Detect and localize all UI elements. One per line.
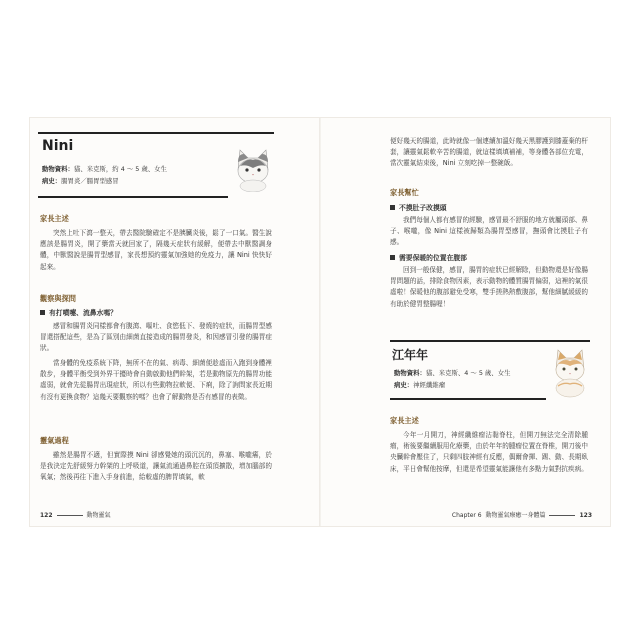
tip-2 bbox=[390, 252, 467, 262]
animal-info-value: 貓、米克斯、4 ～ 5 歲、女生 bbox=[425, 369, 511, 377]
observation-paragraph-2: 當身體的免疫系統下降，無所不在的氣、病毒、細菌便趁虛而入跑到身體裡散步，身體平衡受到外界干擾時會自動啟動他們幹架，若是動物原先的腸胃功能虛弱，就會先從腸胃出現症狀，所以有些動物拉軟便、下痢，除了詢問家長近期有沒有更換食物？這幾天要觀察的嗎？也會了解動物是否有感冒的表徵。 bbox=[40, 359, 272, 401]
section-heading-reiki-process: 靈氣過程 bbox=[40, 436, 69, 445]
left-page-footer bbox=[40, 510, 111, 519]
animal-profile-card-nini bbox=[38, 132, 274, 198]
tip-1 bbox=[390, 202, 447, 212]
reiki-process-continued: 便好幾天的腸道，此時就像一個連續加溫好幾天黑膠護到膝蓋棄的杆套，讓靈氣鬆軟辛苦的腸道，就這樣填填補補，等身體各部位充電，當次靈氣結束後，Nini 立刻吃掉一整碗飯。 bbox=[390, 137, 588, 168]
medical-history-value: 神經纖維瘤 bbox=[413, 381, 446, 389]
reiki-process-paragraph: 雖然是腸胃不適，但實際摸 Nini 卻感覺她的頭沉沉的，鼻塞、喉嚨癢，於是我決定先舒緩努力幹架的上呼吸道，讓氣流通過鼻腔在頭頂擴散，增加腦部的氧氣；然後再往下進入手身前進，給較虛的脾胃填氣，軟 bbox=[40, 451, 272, 482]
observation-paragraph-1: 感冒和腸胃炎同樣都會有腹瀉、嘔吐、食慾低下、發燒的症狀，而腸胃型感冒還搭配這些，是為了區別由細菌直接造成的腸胃發炎，和因感冒引發的腸胃症狀。 bbox=[40, 322, 272, 353]
footer-divider bbox=[57, 515, 83, 516]
medical-history bbox=[42, 176, 119, 185]
medical-history bbox=[394, 380, 445, 389]
cat-illustration-icon bbox=[548, 346, 590, 398]
left-page bbox=[30, 118, 320, 526]
section-heading-parent-statement: 家長主述 bbox=[40, 214, 69, 223]
book-spread bbox=[30, 118, 610, 526]
animal-name: Nini bbox=[42, 138, 74, 154]
medical-history-label: 病史： bbox=[42, 177, 62, 185]
page-number: 123 bbox=[579, 512, 592, 519]
page-number: 122 bbox=[40, 512, 53, 519]
animal-info-label: 動物資料： bbox=[42, 165, 74, 173]
observation-question bbox=[40, 307, 117, 317]
card-top-rule bbox=[38, 132, 274, 134]
right-page-footer bbox=[452, 510, 592, 519]
tip-2-text: 需要保暖的位置在腹部 bbox=[399, 254, 467, 262]
card-bottom-rule bbox=[38, 196, 228, 198]
chapter-label: Chapter 6 bbox=[451, 512, 482, 519]
animal-info-label: 動物資料： bbox=[394, 369, 426, 377]
observation-question-text: 有打噴嚏、流鼻水嗎？ bbox=[49, 309, 117, 317]
bullet-icon bbox=[390, 205, 395, 210]
card-top-rule bbox=[390, 340, 590, 342]
tip-1-text: 不摸肚子改摸頭 bbox=[399, 204, 447, 212]
animal-info-value: 貓、米克斯，約 4 ～ 5 歲、女生 bbox=[73, 165, 167, 173]
right-page bbox=[320, 118, 610, 526]
parent-statement-paragraph: 今年一月開刀，神經纖維瘤沾黏脊柱，但開刀無法完全清除腫瘤，術後要繼續服用化療藥，由於年年的腫瘤位置在脊椎，開刀後中央臟幹會壓住了，只剩四肢神經有反應，偶爾會揮、踢、動、長期臥床，平日會幫他按摩，但還是希望靈氣能讓他有多點力氣對抗疾病。 bbox=[390, 431, 588, 473]
card-bottom-rule bbox=[390, 398, 546, 400]
footer-divider bbox=[549, 515, 575, 516]
section-heading-observation: 觀察與探問 bbox=[40, 294, 76, 303]
section-heading-parent-help: 家長幫忙 bbox=[390, 188, 419, 197]
tip-2-paragraph: 回到一般保健，感冒，腸胃的症狀已經解除，但動物還是好像腸胃問題的話，排除食物因素，表示動物的體質腸胃偏弱，這裡的氣很虛啦！保暖他的腹部避免受寒，雙手搓熱熱敷腹部，幫他細膩緩緩的有助於健胃整腸喔！ bbox=[390, 266, 588, 308]
medical-history-value: 腸胃炎／腸胃型感冒 bbox=[61, 177, 119, 185]
animal-name: 江年年 bbox=[392, 348, 429, 362]
bullet-icon bbox=[390, 255, 395, 260]
cat-illustration-icon bbox=[232, 144, 274, 192]
animal-profile-card-jiang bbox=[390, 340, 590, 404]
book-title: 動物靈氣 bbox=[86, 512, 111, 519]
animal-info bbox=[394, 368, 510, 377]
bullet-icon bbox=[40, 310, 45, 315]
tip-1-paragraph: 我們每個人都有感冒的經驗，感冒最不舒服的地方就屬頭部、鼻子、喉嚨，像 Nini 這樣被歸類為腸胃型感冒，撫頭會比摸肚子有感。 bbox=[390, 216, 588, 247]
medical-history-label: 病史： bbox=[394, 381, 414, 389]
chapter-title: 動物靈氣療癒一身體篇 bbox=[485, 512, 546, 519]
animal-info bbox=[42, 164, 167, 173]
section-heading-parent-statement: 家長主述 bbox=[390, 416, 419, 425]
parent-statement-paragraph: 突然上吐下瀉一整天，帶去醫院驗確定不是胰臟炎後，鬆了一口氣。醫生說應該是腸胃炎，開了藥當天就回家了，隔幾天症狀有緩解，便帶去中獸醫調身體，中獸醫說是腸胃型感冒，家長想預約靈氣加強她的免疫力，讓 Nini 快快好起來。 bbox=[40, 229, 272, 271]
